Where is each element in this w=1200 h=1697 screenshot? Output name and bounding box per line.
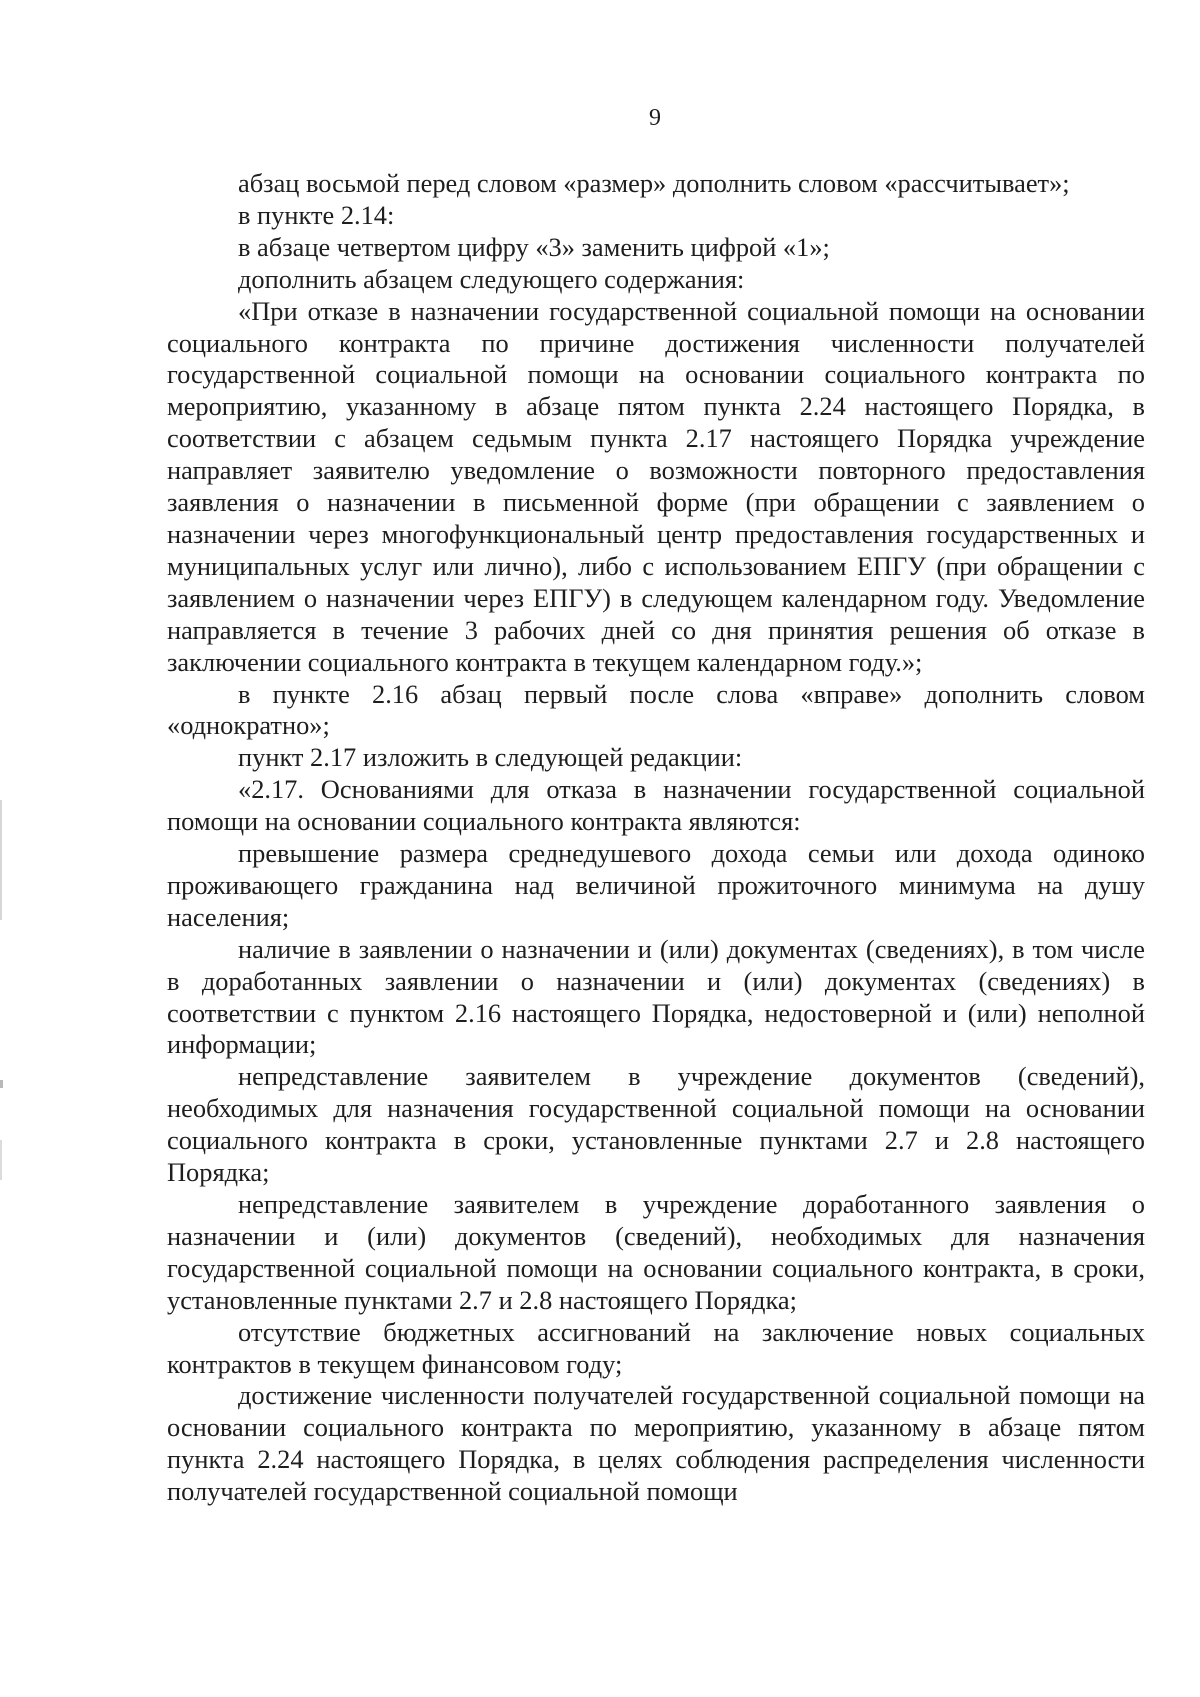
page-number: 9: [649, 105, 661, 131]
paragraph: непредставление заявителем в учреждение документов (сведений), необходимых для назначения государственной социальной помощи на основании социального контракта в сроки, установленные пунктами 2.7 и 2.8 настоящего Порядка;: [167, 1061, 1145, 1188]
paragraph: в пункте 2.14:: [238, 199, 395, 230]
paragraph: «2.17. Основаниями для отказа в назначении государственной социальной помощи на основании социального контракта являются:: [167, 774, 1145, 837]
paragraph: пункт 2.17 изложить в следующей редакции:: [238, 742, 743, 773]
paragraph: «При отказе в назначении государственной социальной помощи на основании социального контракта по причине достижения численности получателей государственной социальной помощи на основании социального контракта по мероприятию, указанному в абзаце пятом пункта 2.24 настоящего Порядка, в соответствии с абзацем седьмым пункта 2.17 настоящего Порядка учреждение направляет заявителю уведомление о возможности повторного предоставления заявления о назначении в письменной форме (при обращении с заявлением о назначении через многофункциональный центр предоставления государственных и муниципальных услуг или лично), либо с использованием ЕПГУ (при обращении с заявлением о назначении через ЕПГУ) в следующем календарном году. Уведомление направляется в течение 3 рабочих дней со дня принятия решения об отказе в заключении социального контракта в текущем календарном году.»;: [167, 295, 1145, 677]
paragraph: дополнить абзацем следующего содержания:: [238, 263, 745, 294]
scan-edge-mark: [0, 1140, 2, 1180]
paragraph: отсутствие бюджетных ассигнований на заключение новых социальных контрактов в текущем финансовом году;: [167, 1316, 1145, 1379]
paragraph: в пункте 2.16 абзац первый после слова «вправе» дополнить словом «однократно»;: [167, 678, 1145, 741]
paragraph: непредставление заявителем в учреждение доработанного заявления о назначении и (или) документов (сведений), необходимых для назначения государственной социальной помощи на основании социального контракта, в сроки, установленные пунктами 2.7 и 2.8 настоящего Порядка;: [167, 1189, 1145, 1315]
paragraph: в абзаце четвертом цифру «3» заменить цифрой «1»;: [238, 231, 830, 262]
document-body: [167, 168, 1145, 1508]
paragraph: достижение численности получателей государственной социальной помощи на основании социального контракта по мероприятию, указанному в абзаце пятом пункта 2.24 настоящего Порядка, в целях соблюдения распределения численности получателей государственной социальной помощи: [167, 1380, 1145, 1507]
paragraph: абзац восьмой перед словом «размер» дополнить словом «рассчитывает»;: [238, 168, 1070, 198]
paragraph: наличие в заявлении о назначении и (или) документах (сведениях), в том числе в доработанных заявлении о назначении и (или) документах (сведениях) в соответствии с пунктом 2.16 настоящего Порядка, недостоверной и (или) неполной информации;: [167, 933, 1145, 1060]
scan-edge-mark: [0, 800, 2, 920]
paragraph: превышение размера среднедушевого дохода семьи или дохода одиноко проживающего гражданина над величиной прожиточного минимума на душу населения;: [167, 838, 1145, 932]
scan-edge-mark: [0, 1080, 3, 1088]
